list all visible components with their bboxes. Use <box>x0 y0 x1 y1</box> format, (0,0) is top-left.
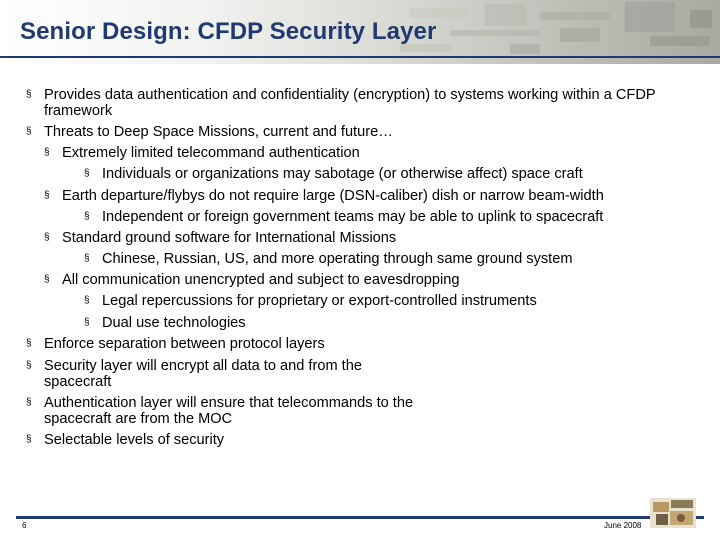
bullet-text: All communication unencrypted and subject to eavesdropping <box>62 272 460 288</box>
footer-date: June 2008 <box>604 521 642 530</box>
footer-rule <box>16 516 704 519</box>
bullet-item <box>84 315 702 331</box>
bullet-text: Individuals or organizations may sabotage (or otherwise affect) space craft <box>102 166 583 182</box>
bullet-item <box>26 395 414 427</box>
bullet-marker: § <box>26 360 32 371</box>
bullet-marker: § <box>84 317 90 328</box>
bullet-text: Authentication layer will ensure that telecommands to the spacecraft are from the MOC <box>44 395 414 427</box>
bullet-item <box>84 251 702 267</box>
header-band <box>0 0 720 64</box>
bullet-text: Earth departure/flybys do not require large (DSN-caliber) dish or narrow beam-width <box>62 188 604 204</box>
bullet-text: Independent or foreign government teams may be able to uplink to spacecraft <box>102 209 604 225</box>
bullet-item <box>44 230 702 246</box>
bullet-marker: § <box>26 126 32 137</box>
bullet-marker: § <box>84 168 90 179</box>
mission-logo-image <box>650 498 696 528</box>
bullet-marker: § <box>44 190 50 201</box>
bullet-text: Chinese, Russian, US, and more operating through same ground system <box>102 251 573 267</box>
bullet-item <box>26 336 684 352</box>
bullet-item <box>26 432 684 448</box>
bullet-text: Standard ground software for International Missions <box>62 230 397 246</box>
bullet-text: Legal repercussions for proprietary or export-controlled instruments <box>102 293 537 309</box>
title-rule <box>16 56 720 58</box>
bullet-text: Selectable levels of security <box>44 432 225 448</box>
bullet-item <box>84 293 702 309</box>
bullet-marker: § <box>26 397 32 408</box>
bullet-item <box>44 272 702 288</box>
bullet-marker: § <box>84 253 90 264</box>
bullet-marker: § <box>44 232 50 243</box>
bullet-text: Dual use technologies <box>102 315 246 331</box>
bullet-marker: § <box>84 211 90 222</box>
page-number: 6 <box>22 521 27 530</box>
bullet-item <box>26 358 404 390</box>
bullet-item <box>44 188 702 204</box>
header-texture-image <box>390 0 720 64</box>
bullet-text: Security layer will encrypt all data to and from the spacecraft <box>44 358 362 390</box>
slide-title: Senior Design: CFDP Security Layer <box>20 18 437 45</box>
bullet-marker: § <box>26 89 32 100</box>
bullet-marker: § <box>44 147 50 158</box>
bullet-item <box>44 145 702 161</box>
bullet-text: Threats to Deep Space Missions, current and future… <box>44 124 393 140</box>
bullet-item <box>26 87 684 119</box>
bullet-marker: § <box>44 274 50 285</box>
bullet-item <box>84 209 702 225</box>
bullet-text: Provides data authentication and confidentiality (encryption) to systems working within a CFDP framework <box>44 87 656 119</box>
title-rule-left <box>0 56 16 58</box>
bullet-item <box>84 166 702 182</box>
bullet-item <box>26 124 684 140</box>
bullet-marker: § <box>84 295 90 306</box>
bullet-marker: § <box>26 434 32 445</box>
bullet-marker: § <box>26 338 32 349</box>
bullet-text: Extremely limited telecommand authentication <box>62 145 360 161</box>
bullet-text: Enforce separation between protocol layers <box>44 336 325 352</box>
